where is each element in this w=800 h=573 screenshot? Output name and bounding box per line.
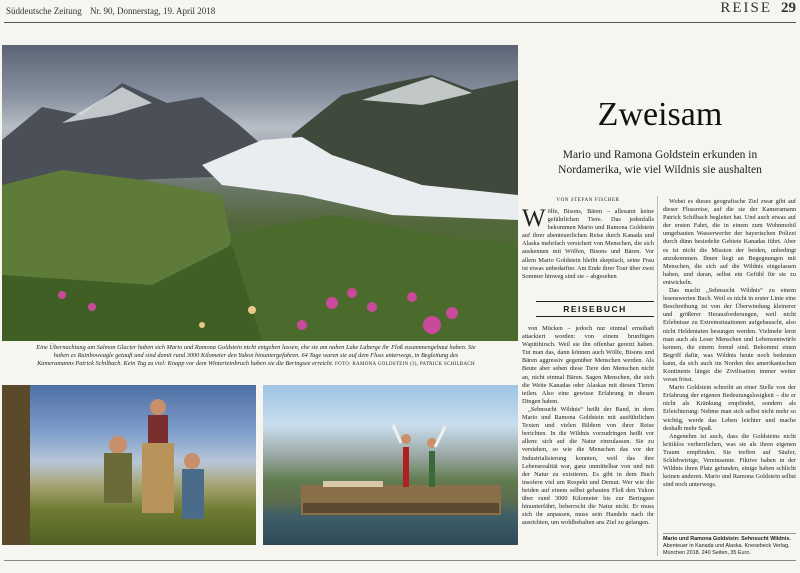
paragraph: von Mücken – jedoch nur einmal ernsthaft attackiert worden: von einem brunftigen Wapitihirsch. Weil sie ihn offenbar gereizt haben. Tut man das, dann können auch Wölfe, Bisons und Bären aggressiv gegenüber Menschen werden. Als Beute aber sehen diese Tiere den Menschen nicht an, nicht einmal Bären. Sagen Menschen, die sich die Weite Kanadas oder Alaskas mit diesen Tieren teilen. Also eine gewisse Erfahrung in diesen Dingen haben.	[522, 325, 654, 405]
photo-caption	[36, 344, 476, 369]
newspaper-name: Süddeutsche Zeitung	[6, 6, 82, 16]
paragraph: Angenehm ist auch, dass die Goldsteins nicht kritiklos verherrlichen, was sie als ihren eigenen Traum empfinden. Sie treffen auf Säufer, Schlebwirtige, Vereinsamte. Fiktive haben in der Wildnis ihren Platz gefunden, einige haben schlicht keinen anderen. Mario und Ramona Goldstein selbst sind noch unterwegs.	[663, 432, 796, 489]
paragraph: Wobei es dieses geografische Ziel zwar gibt auf dieser Flussreise, auf die sie der Kameramann Patrick Schilbach begleitet hat. Und auch etwas auf der ersten Fahrt, die in einem zum Wohnmobil umgebauten Wasserwerfer der bayerischen Polizei durch dünn besiedelte Gebiete Kanadas führt. Aber es ist nicht die Mission der beiden, unbedingt anzukommen. Ihnen liegt an Begegnungen mit Menschen, die sich auf die Wildnis eingelassen haben, und daran, selbst ein Gefühl für sie zu entwickeln.	[663, 198, 796, 286]
intro-paragraph: ölfe, Bisons, Bären – allesamt keine gefährlichen Tiere. Das jedenfalls bekommen Mario und Ramona Goldstein auf ihrer abenteuerlichen Reise durch Kanada und Alaska mehrfach versichert von Menschen, die sich auskennen mit Wölfen, Bisons und Bären. Vor allem Mario Goldstein bleibt skeptisch, seine Frau ist etwas unbedarfter. Am Ende ihrer Tour über zwei Sommer hinweg sind sie – abgesehen	[522, 208, 654, 280]
masthead	[6, 6, 221, 16]
book-section-label: REISEBUCH	[536, 301, 654, 317]
paragraph: Mario Goldstein schreibt an einer Stelle von der Erfahrung der eigenen Bedeutungslosigkeit – die er nicht als Kränkung empfindet, sondern als Erleichterung: Nehme man sich selbst nicht mehr so wichtig, werde das Leben leichter und mache deshalb mehr Spaß.	[663, 384, 796, 432]
couple-photo	[2, 385, 256, 545]
article-column-1	[522, 325, 654, 550]
footer-rule	[4, 560, 796, 561]
article-column-1-intro	[522, 205, 654, 296]
paragraph: „Sehnsucht Wildnis“ heißt der Band, in dem Mario und Ramona Goldstein mit ausführlichen Texten und vielen Bildern von ihrer Reise berichten. In die Wildnis vorzudringen heißt vor allem: sich auf die Natur einzulassen. Sie zu verstehen, so wie die Menschen das vor der Industrialisierung konnten, weil das ihre Lebensrealität war, ganz unmittelbar von und mit der Natur zu existieren. Es gibt in dem Buch insofern viel um Respekt und Demut. Wer wie die beiden auf einem selbst gebauten Floß den Yukon über rund 3000 Kilometer bis zur Beringsee hinunterfährt, beherrscht die Natur nicht. Er muss sich ihr anpassen, muss sein Handeln nach ihr ausrichten, um wohlbehalten ans Ziel zu gelangen.	[522, 405, 654, 527]
article-column-2	[663, 198, 796, 531]
raft-photo	[263, 385, 518, 545]
raft-illustration	[263, 385, 518, 545]
paragraph: Das macht „Sehnsucht Wildnis“ zu einem lesenswerten Buch. Weil es nicht in erster Linie eine Beschreibung ist von der Überwindung kleinerer und größerer Herausforderungen, weil nicht Erlebnisse zu Extremsituationen aufgebauscht, also nicht Heldentaten besungen werden. Vielmehr lernt man auch als Leser Menschen und Lebensentwürfe kennen, die einem fremd sind. Bekommt einen Begriff dafür, was Wildnis heute noch bedeuten kann, da sich auch im Norden des amerikanischen Kontinents längst die Zivilisation immer weiter voran frisst.	[663, 287, 796, 384]
page-header	[0, 0, 800, 24]
caption-text: Eine Übernachtung am Salmon Glacier haben sich Mario und Ramona Goldstein nicht entgehen lassen, ehe sie am nahen Lake Laberge ihr Floß zusammengebaut haben. Sie haben es Rainboweagle getauft und sind damit rund 3000 Kilometer den Yukon hinuntergefahren. 64 Tage waren sie auf dem Fluss unterwegs, in Begleitung des Kameramanns Patrick Schilbach. Kein Tag zu viel: Knapp vor dem Winterteinbruch haben sie die Beringsee erreicht.	[36, 344, 476, 367]
page-number: 29	[781, 0, 796, 16]
drop-cap: W	[522, 205, 546, 232]
header-rule	[4, 22, 796, 23]
article-headline: Zweisam	[597, 96, 723, 133]
photo-credit: FOTO: RAMONA GOLDSTEIN (3), PATRICK SCHILBACH	[335, 362, 475, 367]
section-name: REISE	[720, 0, 772, 16]
issue-date: Nr. 90, Donnerstag, 19. April 2018	[90, 6, 216, 16]
book-info-title: Mario und Ramona Goldstein: Sehnsucht Wildnis.	[663, 536, 791, 542]
glacier-illustration	[2, 45, 518, 341]
glacier-photo	[2, 45, 518, 341]
book-info	[663, 533, 796, 558]
book-info-details: Abenteuer in Kanada und Alaska. Knesebeck Verlag, München 2018. 240 Seiten, 35 Euro.	[663, 543, 790, 557]
article-subheadline: Mario und Ramona Goldstein erkunden in Nordamerika, wie viel Wildnis sie aushalten	[558, 149, 762, 176]
couple-illustration	[2, 385, 256, 545]
column-divider	[657, 196, 658, 556]
article-byline: VON STEFAN FISCHER	[556, 198, 620, 203]
